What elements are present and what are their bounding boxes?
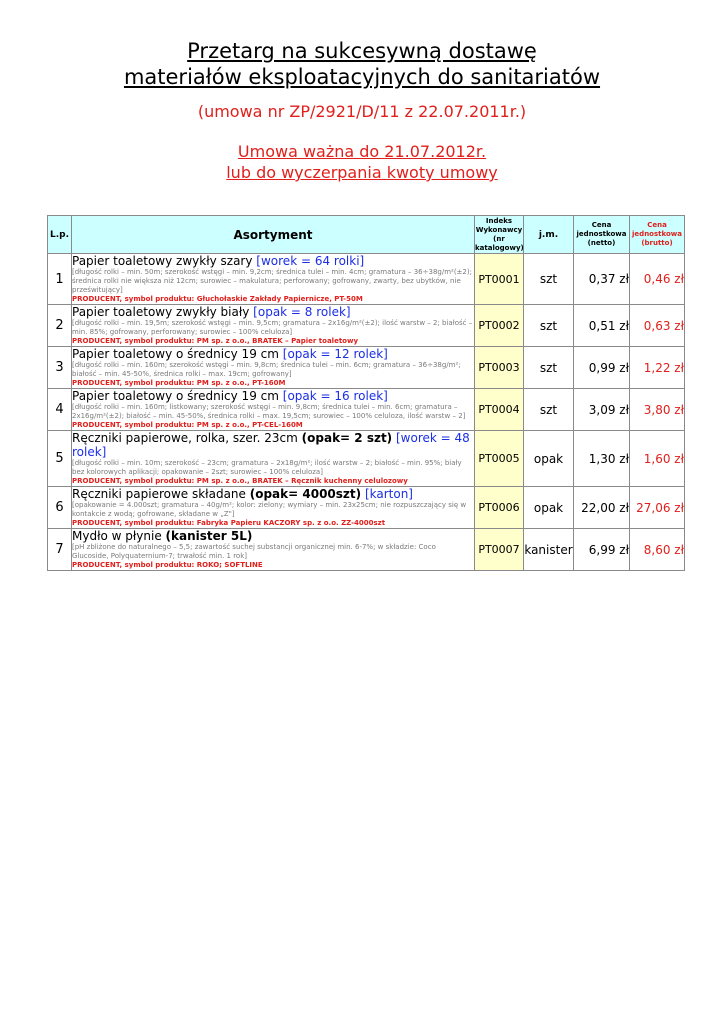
unit-of-measure: szt: [524, 389, 574, 431]
gross-price: 1,60 zł: [630, 431, 685, 487]
gross-price: 0,63 zł: [630, 305, 685, 347]
validity-condition: lub do wyczerpania kwoty umowy: [226, 163, 498, 182]
net-price: 6,99 zł: [574, 529, 630, 571]
document-header: [0, 38, 724, 183]
product-name: Papier toaletowy zwykły biały: [72, 305, 250, 319]
gross-price: 27,06 zł: [630, 487, 685, 529]
table-row: [48, 254, 685, 305]
product-name-line: [72, 305, 474, 319]
catalog-index: PT0004: [475, 389, 524, 431]
product-packaging: [opak = 12 rolek]: [282, 347, 388, 361]
header-lp: L.p.: [48, 216, 72, 254]
product-producer: PRODUCENT, symbol produktu: PM sp. z o.o., BRATEK – Papier toaletowy: [72, 337, 359, 345]
product-packaging: [worek = 48 rolek]: [72, 431, 470, 459]
table-header-row: [48, 216, 685, 254]
product-specification: [długość rolki – min. 160m; szerokość wstęgi – min. 9,8cm; średnica tulei – min. 6cm; gramatura – 36÷38g/m²; białość – min. 45-50%, średnica rolki – max. 19cm; gofrowany]: [72, 361, 461, 378]
header-assortment: Asortyment: [72, 216, 475, 254]
product-packaging: [worek = 64 rolki]: [256, 254, 365, 268]
product-producer: PRODUCENT, symbol produktu: Głuchołaskie Zakłady Papiernicze, PT-50M: [72, 295, 363, 303]
row-number: 4: [48, 389, 72, 431]
product-quantity: (opak= 2 szt): [301, 431, 393, 445]
row-number: 3: [48, 347, 72, 389]
gross-price: 0,46 zł: [630, 254, 685, 305]
contract-number: (umowa nr ZP/2921/D/11 z 22.07.2011r.): [197, 102, 527, 121]
table-row: [48, 529, 685, 571]
header-unit: j.m.: [524, 216, 574, 254]
net-price: 0,99 zł: [574, 347, 630, 389]
product-description: [72, 254, 475, 305]
product-name-line: [72, 431, 474, 459]
products-table: [47, 215, 685, 571]
product-name: Mydło w płynie: [72, 529, 162, 543]
unit-of-measure: szt: [524, 254, 574, 305]
product-specification: [pH zbliżone do naturalnego – 5,5; zawartość suchej substancji organicznej min. 6-7%; w składzie: Coco Glucoside, Polyquaternium-7; trwałość min. 1 rok]: [72, 543, 436, 560]
product-quantity: (kanister 5L): [165, 529, 253, 543]
product-name: Ręczniki papierowe, rolka, szer. 23cm: [72, 431, 298, 445]
product-description: [72, 347, 475, 389]
product-producer: PRODUCENT, symbol produktu: ROKO; SOFTLINE: [72, 561, 263, 569]
product-name: Papier toaletowy o średnicy 19 cm: [72, 389, 279, 403]
product-producer: PRODUCENT, symbol produktu: PM sp. z o.o., BRATEK – Ręcznik kuchenny celulozowy: [72, 477, 408, 485]
unit-of-measure: kanister: [524, 529, 574, 571]
product-specification: [długość rolki – min. 10m; szerokość – 23cm; gramatura – 2x18g/m²; ilość warstw – 2; białość – min. 95%; biały bez kolorowych aplikacji; opakowanie – 2szt; surowiec – 100% celuloza]: [72, 459, 462, 476]
product-name-line: [72, 389, 474, 403]
product-packaging: [opak = 16 rolek]: [282, 389, 388, 403]
header-net-price: Cena jednostkowa (netto): [574, 216, 630, 254]
row-number: 6: [48, 487, 72, 529]
product-specification: [opakowanie = 4.000szt; gramatura – 40g/m²; kolor: zielony; wymiary – min. 23x25cm; nie rozpuszczający się w kontakcie z wodą; gofrowane, składane w „Z"]: [72, 501, 467, 518]
catalog-index: PT0005: [475, 431, 524, 487]
gross-price: 3,80 zł: [630, 389, 685, 431]
product-producer: PRODUCENT, symbol produktu: PM sp. z o.o., PT-CEL-160M: [72, 421, 303, 429]
validity-date: Umowa ważna do 21.07.2012r.: [237, 142, 487, 161]
product-description: [72, 487, 475, 529]
table-row: [48, 305, 685, 347]
product-name: Ręczniki papierowe składane: [72, 487, 246, 501]
product-description: [72, 431, 475, 487]
product-quantity: (opak= 4000szt): [249, 487, 362, 501]
catalog-index: PT0001: [475, 254, 524, 305]
product-producer: PRODUCENT, symbol produktu: PM sp. z o.o., PT-160M: [72, 379, 286, 387]
table-row: [48, 389, 685, 431]
table-row: [48, 347, 685, 389]
table-row: [48, 431, 685, 487]
product-name: Papier toaletowy o średnicy 19 cm: [72, 347, 279, 361]
contract-validity: [0, 141, 724, 183]
product-producer: PRODUCENT, symbol produktu: Fabryka Papieru KACZORY sp. z o.o. ZZ-4000szt: [72, 519, 386, 527]
row-number: 7: [48, 529, 72, 571]
unit-of-measure: opak: [524, 431, 574, 487]
gross-price: 8,60 zł: [630, 529, 685, 571]
net-price: 3,09 zł: [574, 389, 630, 431]
product-packaging: [karton]: [364, 487, 413, 501]
net-price: 0,37 zł: [574, 254, 630, 305]
document-title-line-1: Przetarg na sukcesywną dostawę: [187, 39, 537, 63]
product-description: [72, 305, 475, 347]
product-name-line: [72, 347, 474, 361]
catalog-index: PT0002: [475, 305, 524, 347]
net-price: 22,00 zł: [574, 487, 630, 529]
product-description: [72, 389, 475, 431]
catalog-index: PT0007: [475, 529, 524, 571]
row-number: 2: [48, 305, 72, 347]
product-specification: [długość rolki – min. 160m; listkowany; szerokość wstęgi – min. 9,8cm; średnica tulei – min. 6cm; gramatura – 2x16g/m²(±2); białość – min. 45-50%, średnica rolki – max. 19,5cm; surowiec – 100% celuloza, ilość warstw – 2]: [72, 403, 466, 420]
row-number: 5: [48, 431, 72, 487]
product-description: [72, 529, 475, 571]
product-name-line: [72, 487, 474, 501]
product-name-line: [72, 254, 474, 268]
table-row: [48, 487, 685, 529]
unit-of-measure: opak: [524, 487, 574, 529]
catalog-index: PT0006: [475, 487, 524, 529]
net-price: 1,30 zł: [574, 431, 630, 487]
gross-price: 1,22 zł: [630, 347, 685, 389]
document-title-line-2: materiałów eksploatacyjnych do sanitariatów: [123, 65, 601, 89]
product-name: Papier toaletowy zwykły szary: [72, 254, 253, 268]
unit-of-measure: szt: [524, 305, 574, 347]
header-index: Indeks Wykonawcy (nr katalogowy): [475, 216, 524, 252]
row-number: 1: [48, 254, 72, 305]
unit-of-measure: szt: [524, 347, 574, 389]
net-price: 0,51 zł: [574, 305, 630, 347]
product-specification: [długość rolki – min. 50m; szerokość wstęgi – min. 9,2cm; średnica tulei – min. 4cm; gramatura – 36÷38g/m²(±2); średnica rolki nie większa niż 12cm; surowiec – makulatura; perforowany; gofrowany, zwarty, bez ubytków, nie prześwitujący]: [72, 268, 472, 294]
product-packaging: [opak = 8 rolek]: [253, 305, 351, 319]
product-specification: [długość rolki – min. 19,5m; szerokość wstęgi – min. 9,5cm; gramatura – 2x16g/m²(±2); ilość warstw – 2; białość – min. 85%; gofrowany, perforowany; surowiec – 100% celuloza]: [72, 319, 473, 336]
catalog-index: PT0003: [475, 347, 524, 389]
header-gross-price: Cena jednostkowa (brutto): [630, 216, 685, 254]
product-name-line: [72, 529, 474, 543]
